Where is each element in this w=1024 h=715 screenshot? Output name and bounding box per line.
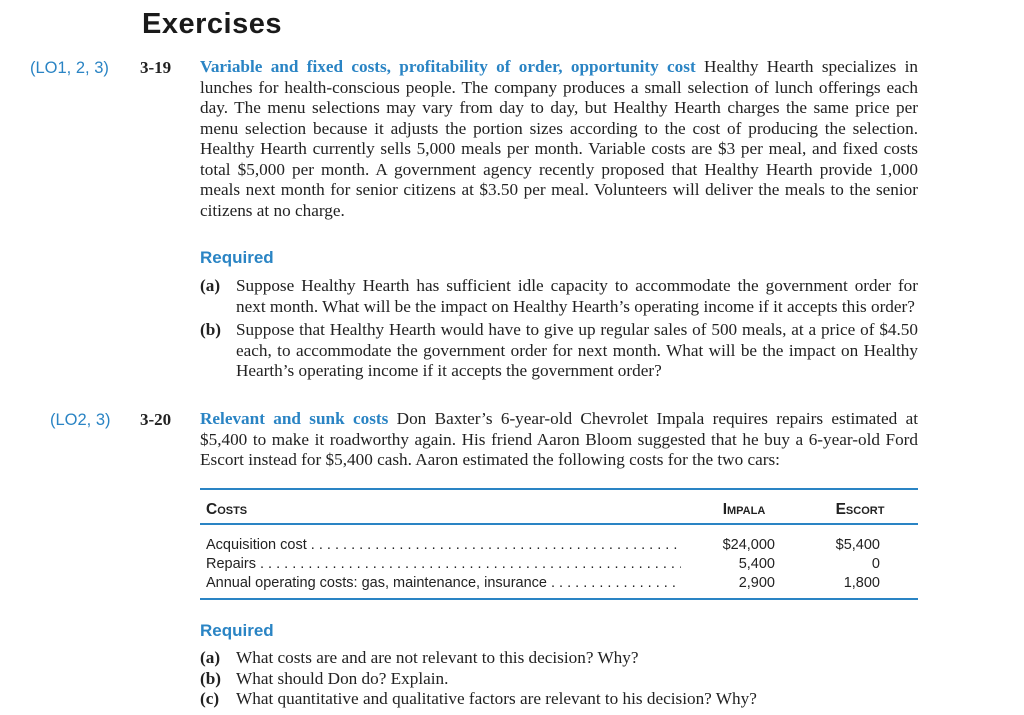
escort-value: $5,400 — [835, 537, 880, 553]
required-heading-320: Required — [200, 621, 274, 640]
exercise-319-title: Variable and fixed costs, profitability of order, opportunity cost — [200, 57, 696, 76]
table-row — [200, 536, 918, 555]
exercise-319-paragraph — [200, 57, 918, 221]
question-text: What quantitative and qualitative factors are relevant to his decision? Why? — [236, 689, 757, 708]
impala-value: $24,000 — [722, 537, 775, 553]
question-label: (a) — [200, 648, 221, 667]
header-impala: Impala — [722, 501, 766, 518]
exercise-number-319: 3-19 — [140, 58, 172, 77]
impala-value: 5,400 — [738, 556, 775, 572]
question-319-b — [200, 320, 918, 382]
table-bottom-rule — [200, 598, 918, 600]
table-row — [200, 574, 918, 593]
cost-comparison-table — [200, 488, 918, 600]
required-heading-319: Required — [200, 248, 274, 267]
question-text: What costs are and are not relevant to this decision? Why? — [236, 648, 639, 667]
question-label: (c) — [200, 689, 220, 708]
exercise-319-body: Healthy Hearth specializes in lunches for health-conscious people. The company produces a small selection of lunch offerings each day. The menu selections may vary from day to day, but Healthy Hearth charges the same price per menu selection because it adjusts the portion sizes according to the cost of producing the selection. Healthy Hearth currently sells 5,000 meals per month. Variable costs are $3 per meal, and fixed costs total $5,000 per month. A government agency recently proposed that Healthy Hearth provide 1,000 meals next month for senior citizens at $3.50 per meal. Volunteers will deliver the meals to the senior citizens at no charge. — [200, 57, 918, 220]
question-list-319 — [200, 276, 918, 382]
question-list-320 — [200, 648, 918, 710]
exercise-320-body: Don Baxter’s 6-year-old Chevrolet Impala requires repairs estimated at $5,400 to make it roadworthy again. His friend Aaron Bloom suggested that he buy a 6-year-old Ford Escort instead for $5,400 cash. Aaron estimated the following costs for the two cars: — [200, 409, 918, 469]
learning-objectives-319: (LO1, 2, 3) — [30, 59, 109, 77]
escort-value: 0 — [871, 556, 880, 572]
question-text: What should Don do? Explain. — [236, 668, 449, 688]
escort-value: 1,800 — [843, 575, 880, 591]
row-label: Repairs . . . — [200, 555, 681, 574]
question-320-c — [200, 689, 918, 710]
impala-value: 2,900 — [738, 575, 775, 591]
table-body — [200, 525, 918, 598]
question-label: (b) — [200, 320, 222, 339]
learning-objectives-320: (LO2, 3) — [50, 411, 111, 429]
header-costs: Costs — [206, 501, 248, 518]
exercise-number-320: 3-20 — [140, 410, 172, 429]
question-text: Suppose that Healthy Hearth would have to give up regular sales of 500 meals, at a price of $4.50 each, to accommodate the government order for next month. What will be the impact on Healthy Hearth’s operating income if it accepts the government order? — [236, 320, 918, 380]
question-320-b — [200, 669, 918, 690]
exercise-320-paragraph — [200, 409, 918, 471]
exercise-320-title: Relevant and sunk costs — [200, 409, 389, 428]
question-label: (b) — [200, 668, 222, 688]
section-heading: Exercises — [142, 8, 282, 40]
table-row — [200, 555, 918, 574]
question-label: (a) — [200, 276, 221, 295]
question-320-a — [200, 648, 918, 669]
question-text: Suppose Healthy Hearth has sufficient idle capacity to accommodate the government order for next month. What will be the impact on Healthy Hearth’s operating income if it accepts this order? — [236, 276, 918, 316]
row-label: Annual operating costs: gas, maintenance, insurance . . . — [200, 574, 681, 593]
table-header-row — [200, 490, 918, 523]
row-label: Acquisition cost . . . — [200, 536, 681, 555]
header-escort: Escort — [835, 501, 885, 518]
question-319-a — [200, 276, 918, 317]
